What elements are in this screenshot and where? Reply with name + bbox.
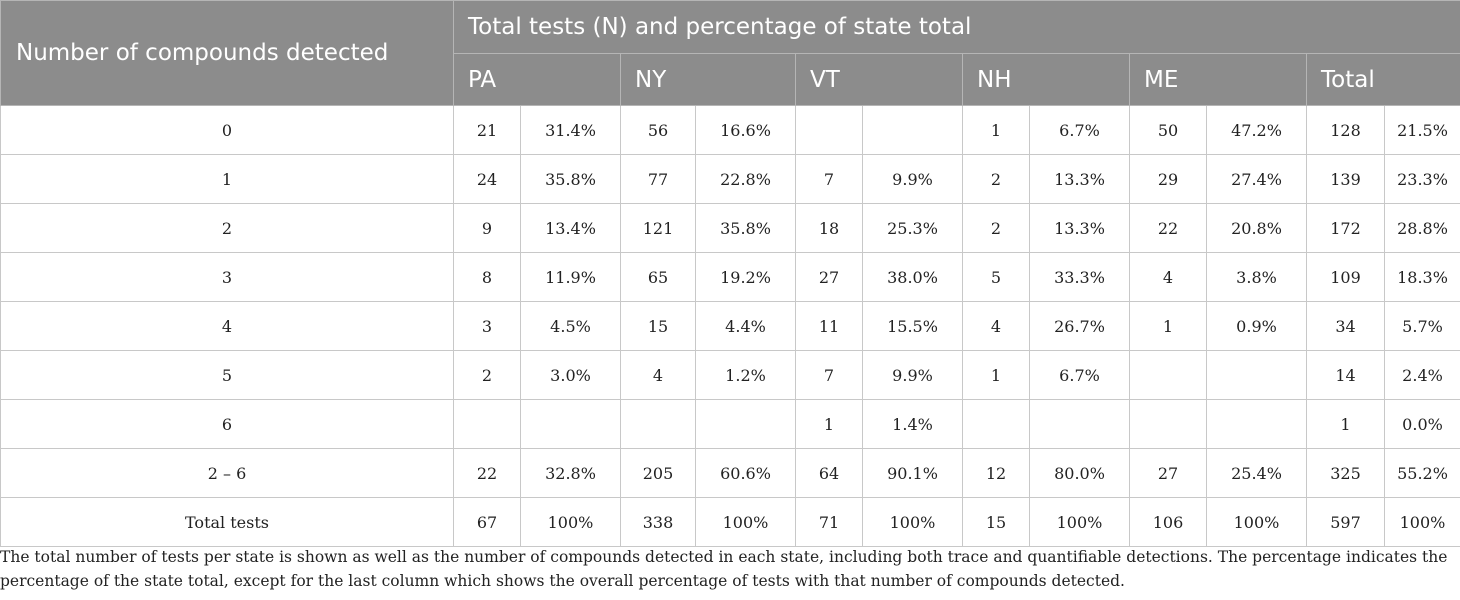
column-header-ny: NY — [621, 54, 796, 106]
percent-cell: 27.4% — [1207, 155, 1307, 204]
percent-cell: 6.7% — [1030, 106, 1130, 155]
count-cell: 1 — [1130, 302, 1207, 351]
row-label: 3 — [1, 253, 454, 302]
count-cell: 4 — [963, 302, 1030, 351]
column-header-me: ME — [1130, 54, 1307, 106]
table-row — [1, 400, 1460, 449]
count-cell: 1 — [963, 351, 1030, 400]
percent-cell: 38.0% — [863, 253, 963, 302]
count-cell: 11 — [796, 302, 863, 351]
percent-cell: 0.0% — [1385, 400, 1460, 449]
count-cell: 172 — [1307, 204, 1385, 253]
count-cell: 15 — [963, 498, 1030, 547]
count-cell: 128 — [1307, 106, 1385, 155]
count-cell: 5 — [963, 253, 1030, 302]
count-cell: 65 — [621, 253, 696, 302]
percent-cell: 32.8% — [521, 449, 621, 498]
count-cell: 106 — [1130, 498, 1207, 547]
count-cell: 50 — [1130, 106, 1207, 155]
table-row — [1, 155, 1460, 204]
percent-cell — [1030, 400, 1130, 449]
percent-cell: 1.4% — [863, 400, 963, 449]
percent-cell: 47.2% — [1207, 106, 1307, 155]
table-row — [1, 302, 1460, 351]
percent-cell: 11.9% — [521, 253, 621, 302]
count-cell: 64 — [796, 449, 863, 498]
percent-cell: 100% — [696, 498, 796, 547]
percent-cell: 35.8% — [696, 204, 796, 253]
count-cell — [1130, 400, 1207, 449]
percent-cell: 13.3% — [1030, 204, 1130, 253]
table-row — [1, 253, 1460, 302]
count-cell: 21 — [454, 106, 521, 155]
percent-cell: 21.5% — [1385, 106, 1460, 155]
percent-cell — [1207, 351, 1307, 400]
count-cell: 121 — [621, 204, 696, 253]
percent-cell: 22.8% — [696, 155, 796, 204]
count-cell: 597 — [1307, 498, 1385, 547]
percent-cell — [696, 400, 796, 449]
count-cell: 7 — [796, 351, 863, 400]
percent-cell: 15.5% — [863, 302, 963, 351]
row-label: 0 — [1, 106, 454, 155]
count-cell: 77 — [621, 155, 696, 204]
row-header-label: Number of compounds detected — [1, 1, 454, 106]
percent-cell: 9.9% — [863, 155, 963, 204]
percent-cell: 19.2% — [696, 253, 796, 302]
percent-cell: 35.8% — [521, 155, 621, 204]
row-label: 6 — [1, 400, 454, 449]
row-label: 2 — [1, 204, 454, 253]
percent-cell: 0.9% — [1207, 302, 1307, 351]
percent-cell: 3.8% — [1207, 253, 1307, 302]
count-cell: 34 — [1307, 302, 1385, 351]
percent-cell: 18.3% — [1385, 253, 1460, 302]
count-cell: 4 — [1130, 253, 1207, 302]
percent-cell: 55.2% — [1385, 449, 1460, 498]
count-cell: 205 — [621, 449, 696, 498]
percent-cell: 26.7% — [1030, 302, 1130, 351]
percent-cell: 60.6% — [696, 449, 796, 498]
percent-cell: 33.3% — [1030, 253, 1130, 302]
percent-cell: 100% — [863, 498, 963, 547]
count-cell: 12 — [963, 449, 1030, 498]
percent-cell: 3.0% — [521, 351, 621, 400]
percent-cell: 5.7% — [1385, 302, 1460, 351]
count-cell: 24 — [454, 155, 521, 204]
count-cell: 22 — [1130, 204, 1207, 253]
table-row — [1, 449, 1460, 498]
count-cell — [621, 400, 696, 449]
row-label: Total tests — [1, 498, 454, 547]
count-cell: 18 — [796, 204, 863, 253]
percent-cell: 4.4% — [696, 302, 796, 351]
count-cell — [1130, 351, 1207, 400]
count-cell: 2 — [963, 155, 1030, 204]
column-header-vt: VT — [796, 54, 963, 106]
count-cell: 1 — [1307, 400, 1385, 449]
percent-cell: 100% — [521, 498, 621, 547]
count-cell: 7 — [796, 155, 863, 204]
count-cell — [963, 400, 1030, 449]
count-cell — [454, 400, 521, 449]
count-cell: 1 — [963, 106, 1030, 155]
count-cell: 3 — [454, 302, 521, 351]
count-cell: 56 — [621, 106, 696, 155]
count-cell: 14 — [1307, 351, 1385, 400]
percent-cell: 13.3% — [1030, 155, 1130, 204]
percent-cell — [521, 400, 621, 449]
column-header-pa: PA — [454, 54, 621, 106]
percent-cell: 4.5% — [521, 302, 621, 351]
percent-cell: 90.1% — [863, 449, 963, 498]
table-caption: The total number of tests per state is shown as well as the number of compounds detected in each state, including both trace and quantifiable detections. The percentage indicates the percentage of the state total, except for the last column which shows the overall percentage of tests with that number of compounds detected. — [0, 548, 1448, 590]
percent-cell: 28.8% — [1385, 204, 1460, 253]
percent-cell: 100% — [1030, 498, 1130, 547]
table-row — [1, 106, 1460, 155]
table-body — [1, 106, 1460, 547]
count-cell: 2 — [963, 204, 1030, 253]
percent-cell: 13.4% — [521, 204, 621, 253]
percent-cell: 25.3% — [863, 204, 963, 253]
count-cell — [796, 106, 863, 155]
table-row — [1, 204, 1460, 253]
row-label: 2 – 6 — [1, 449, 454, 498]
count-cell: 29 — [1130, 155, 1207, 204]
percent-cell: 16.6% — [696, 106, 796, 155]
column-header-nh: NH — [963, 54, 1130, 106]
column-header-total: Total — [1307, 54, 1460, 106]
count-cell: 9 — [454, 204, 521, 253]
count-cell: 1 — [796, 400, 863, 449]
count-cell: 325 — [1307, 449, 1385, 498]
percent-cell: 100% — [1385, 498, 1460, 547]
count-cell: 27 — [796, 253, 863, 302]
percent-cell: 80.0% — [1030, 449, 1130, 498]
percent-cell: 9.9% — [863, 351, 963, 400]
table-row — [1, 498, 1460, 547]
row-label: 4 — [1, 302, 454, 351]
count-cell: 15 — [621, 302, 696, 351]
count-cell: 4 — [621, 351, 696, 400]
percent-cell: 2.4% — [1385, 351, 1460, 400]
count-cell: 109 — [1307, 253, 1385, 302]
percent-cell — [863, 106, 963, 155]
count-cell: 71 — [796, 498, 863, 547]
count-cell: 27 — [1130, 449, 1207, 498]
table-row — [1, 351, 1460, 400]
count-cell: 22 — [454, 449, 521, 498]
percent-cell — [1207, 400, 1307, 449]
count-cell: 2 — [454, 351, 521, 400]
count-cell: 139 — [1307, 155, 1385, 204]
percent-cell: 25.4% — [1207, 449, 1307, 498]
percent-cell: 31.4% — [521, 106, 621, 155]
percent-cell: 20.8% — [1207, 204, 1307, 253]
percent-cell: 100% — [1207, 498, 1307, 547]
row-label: 5 — [1, 351, 454, 400]
percent-cell: 6.7% — [1030, 351, 1130, 400]
row-label: 1 — [1, 155, 454, 204]
percent-cell: 1.2% — [696, 351, 796, 400]
percent-cell: 23.3% — [1385, 155, 1460, 204]
count-cell: 8 — [454, 253, 521, 302]
group-header: Total tests (N) and percentage of state total — [454, 1, 1460, 54]
count-cell: 67 — [454, 498, 521, 547]
count-cell: 338 — [621, 498, 696, 547]
